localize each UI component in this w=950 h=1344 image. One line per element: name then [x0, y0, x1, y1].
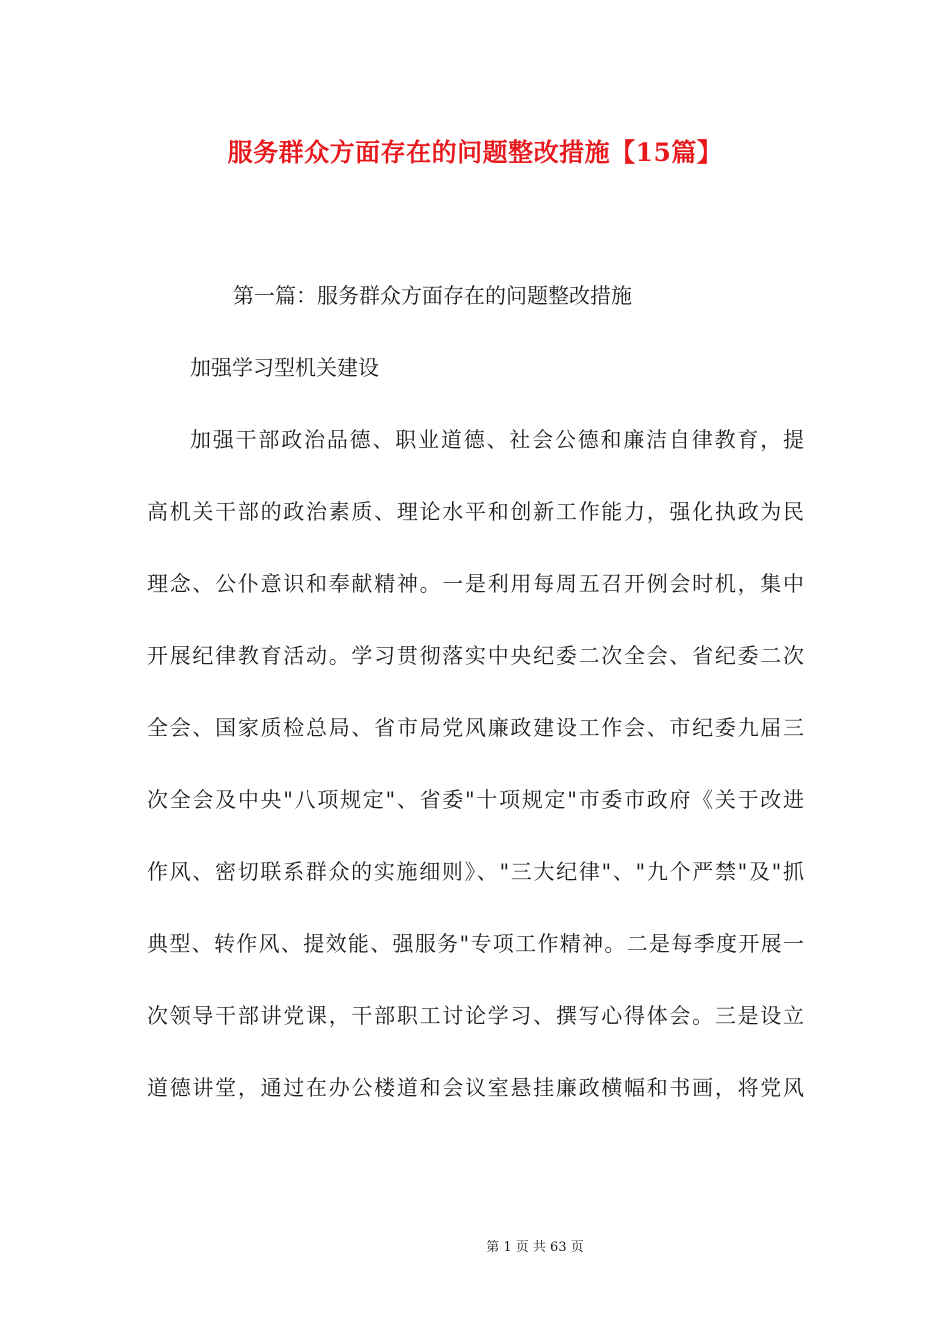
body-line: 开展纪律教育活动。学习贯彻落实中央纪委二次全会、省纪委二次 — [147, 644, 804, 668]
chapter-heading: 第一篇：服务群众方面存在的问题整改措施 — [233, 284, 632, 308]
body-line: 道德讲堂，通过在办公楼道和会议室悬挂廉政横幅和书画，将党风 — [147, 1076, 804, 1100]
body-line: 典型、转作风、提效能、强服务"专项工作精神。二是每季度开展一 — [147, 932, 804, 956]
body-line: 加强干部政治品德、职业道德、社会公德和廉洁自律教育，提 — [190, 428, 804, 452]
document-title: 服务群众方面存在的问题整改措施【15篇】 — [227, 138, 723, 167]
page-number: 第 1 页 共 63 页 — [486, 1240, 584, 1255]
section-heading: 加强学习型机关建设 — [190, 356, 379, 380]
body-line: 次全会及中央"八项规定"、省委"十项规定"市委市政府《关于改进 — [147, 788, 804, 812]
body-line: 作风、密切联系群众的实施细则》、"三大纪律"、"九个严禁"及"抓 — [147, 860, 804, 884]
body-line: 高机关干部的政治素质、理论水平和创新工作能力，强化执政为民 — [147, 500, 804, 524]
body-line: 次领导干部讲党课，干部职工讨论学习、撰写心得体会。三是设立 — [147, 1004, 804, 1028]
body-line: 理念、公仆意识和奉献精神。一是利用每周五召开例会时机，集中 — [147, 572, 804, 596]
body-line: 全会、国家质检总局、省市局党风廉政建设工作会、市纪委九届三 — [147, 716, 804, 740]
